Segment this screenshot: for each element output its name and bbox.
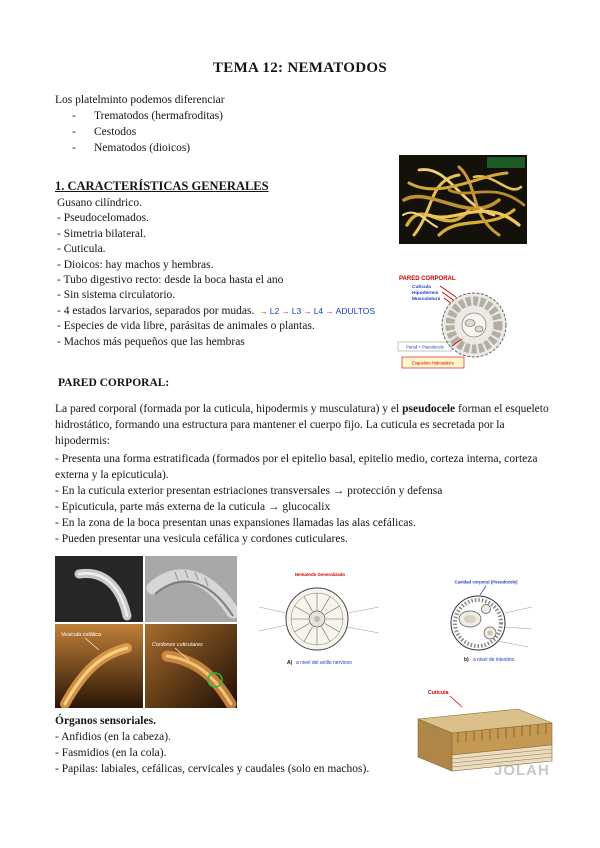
list-item [55,124,485,140]
pared-bullet-list [55,451,549,547]
list-item: - Fasmidios (en la cola). [55,747,167,759]
paragraph-text: La pared corporal (formada por la cuticula, hipodermis y musculatura) y el [55,402,403,415]
diagram-label: Pared + Pseudocele [406,344,444,350]
page-title: TEMA 12: NEMATODOS [212,60,388,77]
list-item: - Cuticula. [57,243,106,256]
intro-lead: Los platelminto podemos diferenciar [55,94,225,106]
larval-stage: L4 [313,305,324,316]
micro-label: Cordones cuticulares [152,642,203,648]
intro-item-text: Cestodos [94,126,137,138]
list-item: - Presenta una forma estratificada (formados por el epitelio basal, epitelio medio, corteza interna, corteza externa y la epicuticula). [55,453,538,481]
cuticle-layers-diagram [400,685,562,779]
larval-stage: L3 [291,305,302,316]
caption-text: a nivel de intestino [473,657,515,663]
diagram-label: Cuticula [412,285,431,290]
arrow-icon: → [259,305,268,316]
sensorial-block [55,713,425,777]
list-item: - En la zona de la boca presentan unas expansiones llamadas las alas cefálicas. [55,517,416,529]
figure-label: Nematodo Generalizado [294,572,346,577]
list-item: - Epicuticula, parte más externa de la cuticula → glucocalix [55,501,331,513]
arrow-icon: → [281,305,290,316]
watermark: JOLAH [494,762,550,779]
list-item: - Papilas: labiales, cefálicas, cervicales y caudales (solo en machos). [55,763,370,775]
list-item: - Especies de vida libre, parásitas de animales o plantas. [57,320,315,333]
list-dash: - [72,142,76,154]
list-item-text: - 4 estados larvarios, separados por mudas. [57,304,255,317]
intro-item-text: Nematodos (dioicos) [94,142,191,154]
section-heading-sensorial: Órganos sensoriales. [55,715,156,727]
intro-block [55,92,485,156]
caption-text: a nivel del anillo nervioso [296,660,352,666]
list-dash: - [72,110,76,122]
larval-stage: L2 [269,305,280,316]
arrow-icon: → [325,305,334,316]
general-characteristics-list [57,196,402,350]
list-item [55,140,485,156]
section-heading-general: 1. CARACTERÍSTICAS GENERALES [55,179,269,194]
paragraph-text: forman el esqueleto hidrostático, formando una estructura para mantener el cuerpo fijo. La cuticula es secretada por la hipodermis: [55,402,549,447]
list-item: - Dioicos: hay machos y hembras. [57,258,214,271]
list-item [57,304,402,319]
larval-stage-annotation [257,306,375,316]
list-item: Gusano cilíndrico. [57,197,142,209]
list-item: - Tubo digestivo recto: desde la boca hasta el ano [57,274,284,287]
diagram-label: Hipodermis [412,291,439,296]
list-item: - Anfidios (en la cabeza). [55,731,171,743]
caption-letter: A) [287,660,293,666]
intro-item-text: Trematodos (hermafroditas) [94,110,223,122]
microscopy-collage [55,556,237,708]
cross-section-intestine [420,577,562,665]
list-item: - Pueden presentar una vesicula cefálica y cordones cuticulares. [55,533,348,545]
list-item: - Machos más pequeños que las hembras [57,335,245,348]
list-item: - Simetria bilateral. [57,227,147,240]
diagram-label: Esqueleto Hidrostático [412,360,454,366]
figure-label: Cutícula [428,690,449,696]
diagram-label: Musculatura [412,297,441,302]
list-item [55,108,485,124]
list-item: - En la cuticula exterior presentan estriaciones transversales → protección y defensa [55,485,443,497]
list-item: - Pseudocelomados. [57,212,149,225]
diagram-title: PARED CORPORAL [399,276,456,282]
list-dash: - [72,126,76,138]
cross-section-nerve-ring [247,569,393,671]
larval-stage: ADULTOS [335,305,376,316]
pared-corporal-diagram [396,271,527,372]
micro-label: Vesicula cefálica [61,632,101,638]
nematodes-photo [399,155,527,244]
bold-term: pseudocele [402,402,456,415]
arrow-icon: → [303,305,312,316]
photo-label-strip [487,157,525,168]
figure-label: Cavidad corporal (Pseudocele) [454,579,518,585]
pared-paragraph [55,401,549,449]
caption-letter: b) [464,657,469,663]
list-item: - Sin sistema circulatorio. [57,289,176,302]
section-heading-pared: PARED CORPORAL: [58,376,170,389]
